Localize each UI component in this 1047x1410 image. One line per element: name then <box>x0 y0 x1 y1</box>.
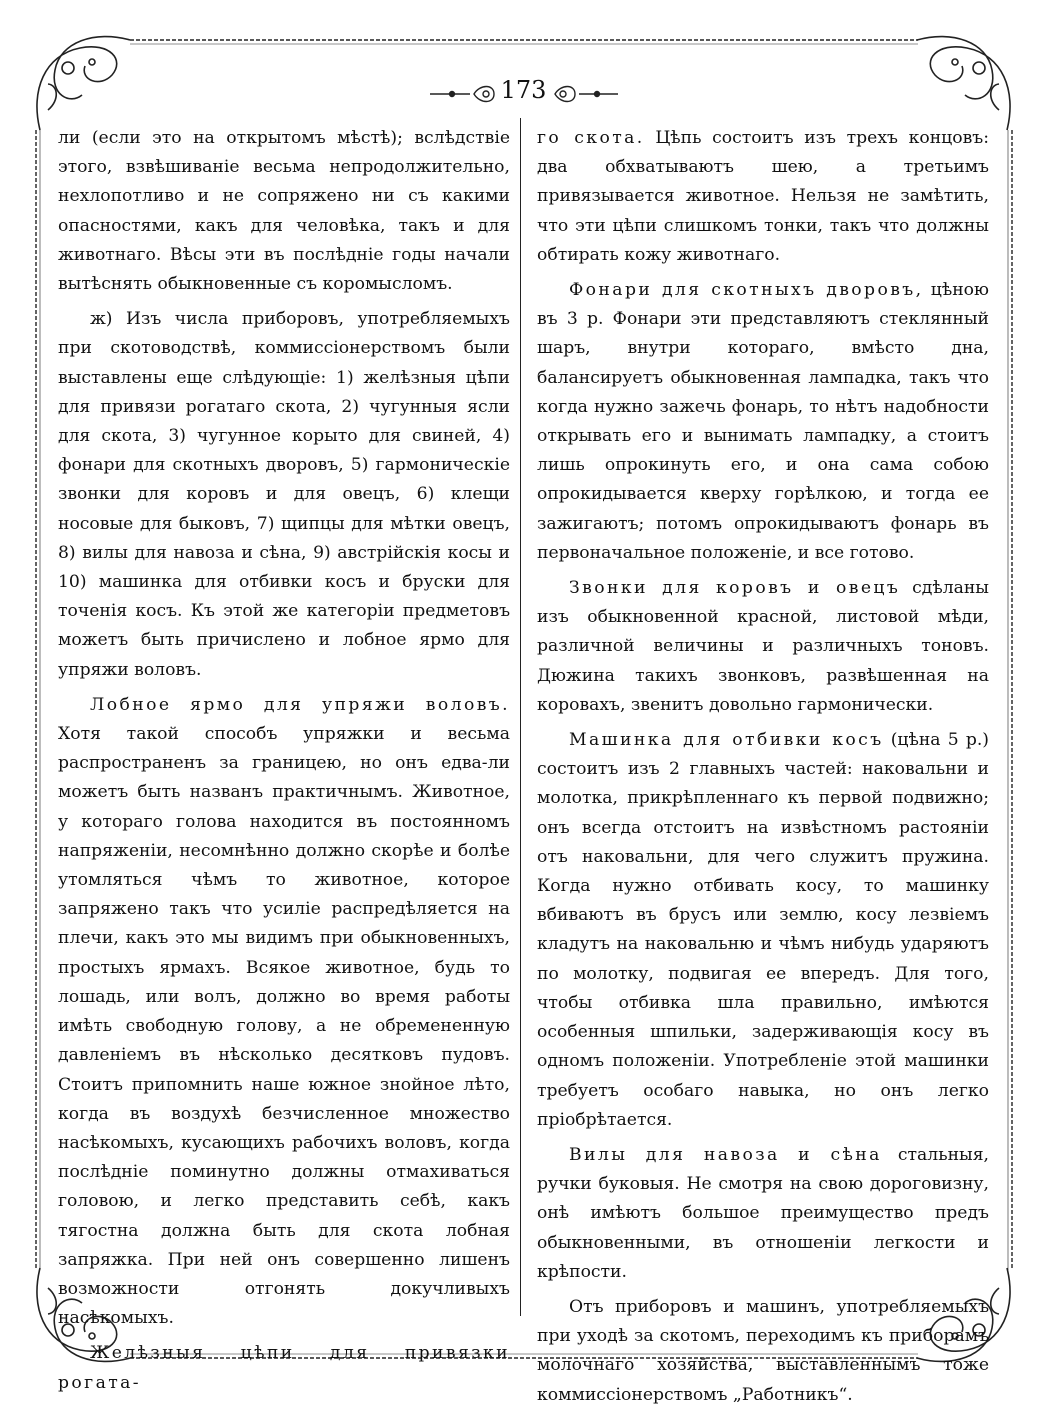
paragraph-text: Хотя такой способъ упряжки и весьма распространенъ за границею, но онъ едва-ли можетъ быть названъ практичнымъ. Животное, у котораго голова находится въ постоянномъ напряженіи, несомнѣнно должно скорѣе и болѣе утомляться чѣмъ то животное, которое запряжено такъ что усиліе распредѣляется на плечи, какъ это мы видимъ при обыкновенныхъ, простыхъ ярмахъ. Всякое животное, будь то лошадь, или волъ, должно во время работы имѣть свободную голову, а не обремененную давленіемъ въ нѣсколько десятковъ пудовъ. Стоитъ припомнить наше южное знойное лѣто, когда въ воздухѣ безчисленное множество насѣкомыхъ, кусающихъ рабочихъ воловъ, когда послѣдніе поминутно должны отмахиваться головою, и легко представить себѣ, какъ тягостна должна быть для скота лобная запряжка. При ней онъ совершенно лишенъ возможности отгонять докучливыхъ насѣкомыхъ. <box>58 724 510 1329</box>
section-heading: Машинка для отбивки косъ <box>569 730 884 751</box>
paragraph: ж) Изъ числа приборовъ, употребляемыхъ при скотоводствѣ, коммиссіонерствомъ были выставлены еще слѣдующіе: 1) желѣзныя цѣпи для привязи рогатаго скота, 2) чугунныя ясли для скота, 3) чугунное корыто для свиней, 4) фонари для скотныхъ дворовъ, 5) гармоническіе звонки для коровъ и для овецъ, 6) клещи носовые для быковъ, 7) щипцы для мѣтки овецъ, 8) вилы для навоза и сѣна, 9) австрійскія косы и 10) машинка для отбивки косъ и бруски для точенія косъ. Къ этой же категоріи предметовъ можетъ быть причислено и лобное ярмо для упряжи воловъ. <box>58 309 510 680</box>
section-heading: Фонари для скотныхъ дворовъ, <box>569 280 924 301</box>
section-heading: Лобное ярмо для упряжи воловъ. <box>90 694 510 715</box>
paragraph <box>537 574 989 720</box>
paragraph <box>58 1339 510 1397</box>
paragraph-text: цѣною въ 3 р. Фонари эти представляютъ стеклянный шаръ, внутри котораго, вмѣсто дна, балансируетъ обыкновенная лампадка, такъ что когда нужно зажечь фонарь, то нѣтъ надобности открывать его и вынимать лампадку, а стоитъ лишь опрокинуть его, и она сама собою опрокидывается кверху горѣлкою, и тогда ее зажигаютъ; потомъ опрокидываютъ фонарь въ первоначальное положеніе, и все готово. <box>537 280 989 563</box>
paragraph <box>537 1141 989 1287</box>
paragraph <box>58 691 510 1333</box>
section-heading: Вилы для навоза и сѣна <box>569 1144 882 1165</box>
paragraph: Отъ приборовъ и машинъ, употребляемыхъ при уходѣ за скотомъ, переходимъ къ приборамъ молочнаго хозяйства, выставленнымъ тоже коммиссіонерствомъ „Работникъ“. <box>537 1296 989 1405</box>
paragraph-text: стальныя, ручки буковыя. Не смотря на свою дороговизну, онѣ имѣютъ большое преимущество предъ обыкновенными, въ отношеніи легкости и крѣпости. <box>537 1144 990 1282</box>
paragraph: ли (если это на открытомъ мѣстѣ); вслѣдствіе этого, взвѣшиваніе весьма непродолжительно, нехлопотливо и не сопряжено ни съ какими опасностями, какъ для человѣка, такъ и для животнаго. Вѣсы эти въ послѣдніе годы начали вытѣснять обыкновенные съ коромысломъ. <box>58 128 510 295</box>
right-column <box>537 124 990 1405</box>
section-heading: го скота. <box>537 128 645 148</box>
section-heading: Желѣзныя цѣпи для привязки рогата- <box>58 1343 510 1393</box>
paragraph <box>537 276 989 568</box>
section-heading: Звонки для коровъ и овецъ <box>569 578 901 599</box>
paragraph-text: сдѣланы изъ обыкновенной красной, листовой мѣди, различной величины и различныхъ тоновъ. Дюжина такихъ звонковъ, развѣшенная на коровахъ, звенитъ довольно гармонически. <box>537 578 989 715</box>
paragraph-text: Цѣпь состоитъ изъ трехъ концовъ: два обхватываютъ шею, а третьимъ привязывается животное. Нельзя не замѣтить, что эти цѣпи слишкомъ тонки, такъ что должны обтирать кожу животнаго. <box>537 128 989 265</box>
paragraph-text: (цѣна 5 р.) состоитъ изъ 2 главныхъ частей: наковальни и молотка, прикрѣпленнаго къ первой подвижно; онъ всегда отстоитъ на извѣстномъ растояніи отъ наковальни, для чего служитъ пружина. Когда нужно отбивать косу, то машинку вбиваютъ въ брусъ или землю, косу лезвіемъ кладутъ на наковальню и чѣмъ нибудь ударяютъ по молотку, подвигая ее впередъ. Для того, чтобы отбивка шла правильно, имѣются особенныя шпильки, задерживающія косу въ одномъ положеніи. Употребленіе этой машинки требуетъ особаго навыка, но онъ легко пріобрѣтается. <box>537 730 990 1130</box>
left-column <box>58 124 510 1393</box>
paragraph <box>537 124 989 270</box>
column-divider <box>520 118 521 1316</box>
paragraph <box>537 726 989 1135</box>
page-number: 173 <box>500 76 547 104</box>
